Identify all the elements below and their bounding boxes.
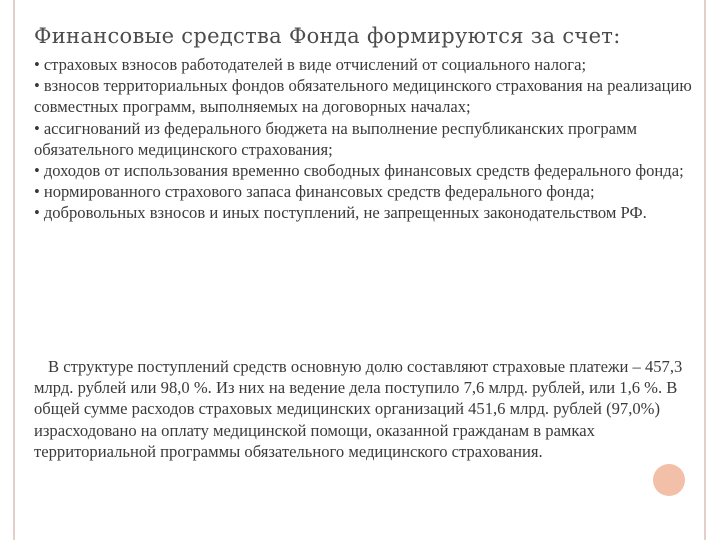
body-paragraph: В структуре поступлений средств основную долю составляют страховые платежи – 457,3 млрд. рублей или 98,0 %. Из них на ведение дела поступило 7,6 млрд. рублей, или 1,6 %. В общей сумме расходов страховых медицинских организаций 451,6 млрд. рублей (97,0%) израсходовано на оплату медицинской помощи, оказанной гражданам в рамках территориальной программы обязательного медицинского страхования. [34,357,683,461]
slide-frame-left-border [13,0,15,540]
bullet-icon: • [34,203,40,223]
list-item [34,181,704,202]
list-item-text: нормированного страхового запаса финансовых средств федерального фонда; [43,182,595,202]
bullet-icon: • [34,161,40,181]
bullet-icon: • [34,182,40,202]
slide-heading: Финансовые средства Фонда формируются за счет: [34,24,621,48]
list-item [34,75,704,117]
list-item [34,160,704,181]
bullet-icon: • [34,76,40,96]
bullet-icon: • [34,55,40,74]
list-item-text: взносов территориальных фондов обязательного медицинского страхования на реализацию совместных программ, выполняемых на договорных началах; [34,76,692,117]
bullet-icon: • [34,118,40,138]
list-item [34,54,704,75]
list-item-text: страховых взносов работодателей в виде отчислений от социального налога; [43,55,587,74]
list-item [34,118,704,160]
list-item-text: ассигнований из федерального бюджета на выполнение республиканских программ обязательного медицинского страхования; [34,118,637,159]
funding-sources-list [34,54,704,224]
list-item-text: добровольных взносов и иных поступлений, не запрещенных законодательством РФ. [43,203,647,223]
slide-frame-right-border [704,0,706,540]
list-item [34,202,704,223]
decorative-ring-icon [647,458,691,502]
list-item-text: доходов от использования временно свободных финансовых средств федерального фонда; [43,161,684,181]
